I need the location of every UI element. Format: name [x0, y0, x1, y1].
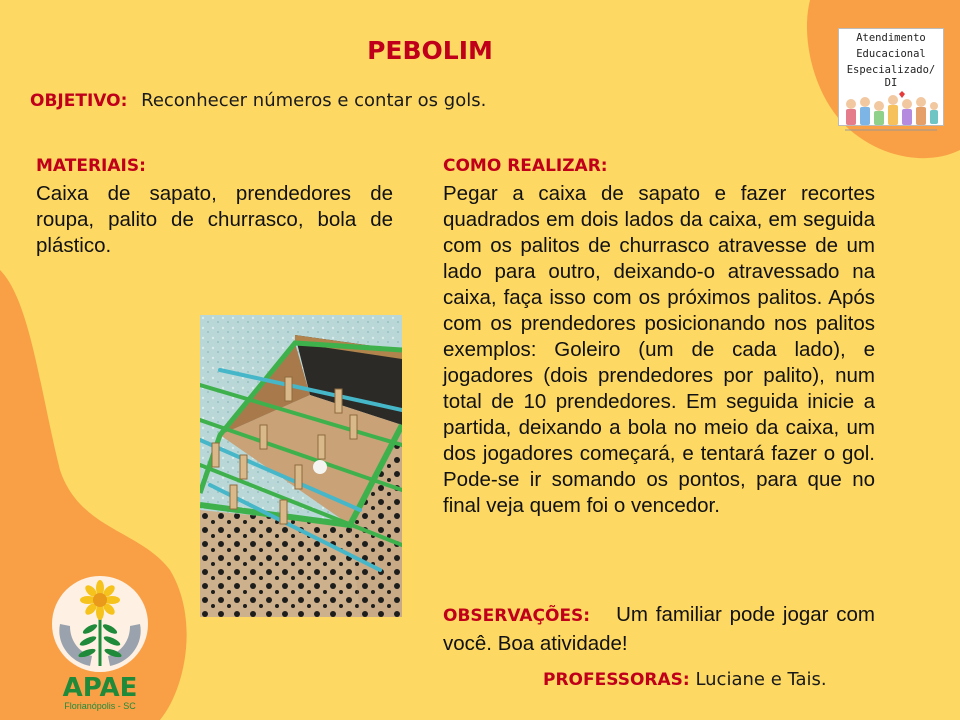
- apae-wordmark: APAE: [62, 673, 138, 703]
- badge-line-2: Educacional: [856, 48, 926, 60]
- foosball-shoebox-photo: [200, 315, 402, 617]
- materials-text: Caixa de sapato, prendedores de roupa, palito de churrasco, bola de plástico.: [36, 182, 393, 257]
- aee-badge: [838, 28, 944, 126]
- apae-city: Florianópolis - SC: [64, 701, 136, 711]
- teachers-text: Luciane e Tais.: [695, 669, 827, 690]
- children-group-icon: [841, 90, 941, 144]
- observations-block: [443, 601, 875, 658]
- observations-label: OBSERVAÇÕES:: [443, 606, 591, 626]
- badge-line-1: Atendimento: [856, 32, 926, 44]
- teachers-line: [543, 669, 827, 690]
- page-title: PEBOLIM: [367, 36, 493, 65]
- objective-label: OBJETIVO:: [30, 91, 128, 111]
- badge-line-3: Especializado/ DI: [846, 64, 936, 89]
- objective-text: Reconhecer números e contar os gols.: [141, 90, 487, 111]
- how-to-label: COMO REALIZAR:: [443, 156, 608, 176]
- how-to-text: Pegar a caixa de sapato e fazer recortes quadrados em dois lados da caixa, em seguida com os palitos de churrasco atravesse de um lado para outro, deixando-o atravessado na caixa, faça isso com os próximos palitos. Após com os prendedores posicionando nos palitos exemplos: Goleiro (um de cada lado), e jogadores (dois prendedores por palito), num total de 10 prendedores. Em seguida inicie a partida, deixando a bola no meio da caixa, um dos jogadores começará, e tentará fazer o gol. Pode-se ir somando os pontos, para que no final veja quem foi o vencedor.: [443, 182, 875, 517]
- objective-line: [30, 90, 486, 111]
- observations-text: Um familiar pode jogar com você. Boa atividade!: [443, 603, 875, 655]
- apae-logo: [38, 574, 162, 714]
- teachers-label: PROFESSORAS:: [543, 670, 690, 690]
- materials-label: MATERIAIS:: [36, 156, 146, 176]
- apae-flower-hands-icon: [38, 574, 162, 674]
